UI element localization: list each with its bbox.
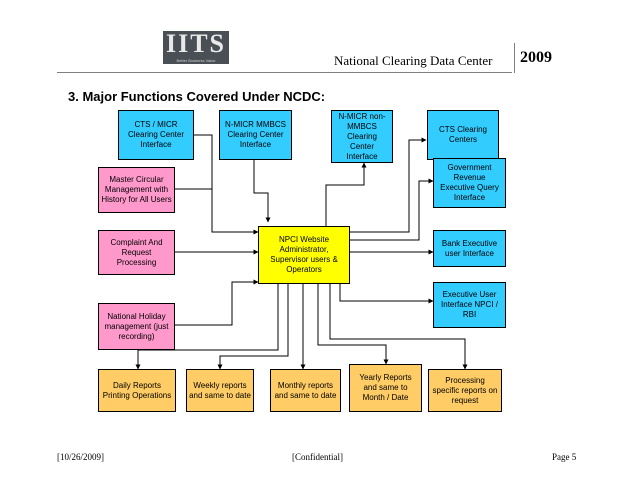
logo-tagline: Better Business Value bbox=[163, 58, 229, 64]
connector-nmicr-nonmmbcs bbox=[326, 163, 364, 226]
box-yearly-reports: Yearly Reports and same to Month / Date bbox=[349, 364, 422, 412]
box-daily-reports: Daily Reports Printing Operations bbox=[98, 369, 176, 412]
section-heading: 3. Major Functions Covered Under NCDC: bbox=[68, 89, 326, 104]
box-complaint-request: Complaint And Request Processing bbox=[98, 230, 175, 275]
box-npci-website-admin: NPCI Website Administrator, Supervisor users & Operators bbox=[258, 226, 350, 284]
box-weekly-reports: Weekly reports and same to date bbox=[186, 369, 254, 412]
box-nmicr-nonmmbcs-interface: N-MICR non-MMBCS Clearing Center Interface bbox=[331, 110, 393, 163]
box-monthly-reports: Monthly reports and same to date bbox=[270, 369, 341, 412]
connector-yearly-reports bbox=[318, 284, 386, 364]
document-title: National Clearing Data Center bbox=[334, 53, 493, 68]
footer-confidential: [Confidential] bbox=[292, 452, 343, 462]
connector-executive-npci bbox=[340, 282, 433, 301]
box-bank-executive: Bank Executive user Interface bbox=[433, 230, 506, 267]
connector-national-holiday bbox=[175, 282, 258, 325]
document-year: 2009 bbox=[520, 49, 552, 66]
footer-date: [10/26/2009] bbox=[57, 452, 104, 462]
box-specific-reports: Processing specific reports on request bbox=[428, 369, 502, 412]
company-logo: IITS bbox=[163, 31, 229, 60]
footer-page-number: Page 5 bbox=[552, 452, 577, 462]
box-master-circular: Master Circular Management with History for All Users bbox=[98, 167, 175, 213]
box-cts-clearing-centers: CTS Clearing Centers bbox=[427, 110, 499, 160]
box-nmicr-mmbcs-interface: N-MICR MMBCS Clearing Center Interface bbox=[219, 110, 292, 160]
box-national-holiday: National Holiday management (just recording) bbox=[98, 303, 175, 350]
connector-nmicr-mmbcs bbox=[254, 160, 268, 222]
connector-government bbox=[350, 181, 433, 240]
box-executive-npci-rbi: Executive User Interface NPCI / RBI bbox=[433, 282, 506, 328]
box-cts-micr-interface: CTS / MICR Clearing Center Interface bbox=[118, 110, 194, 160]
box-government-revenue: Government Revenue Executive Query Interface bbox=[433, 158, 506, 208]
